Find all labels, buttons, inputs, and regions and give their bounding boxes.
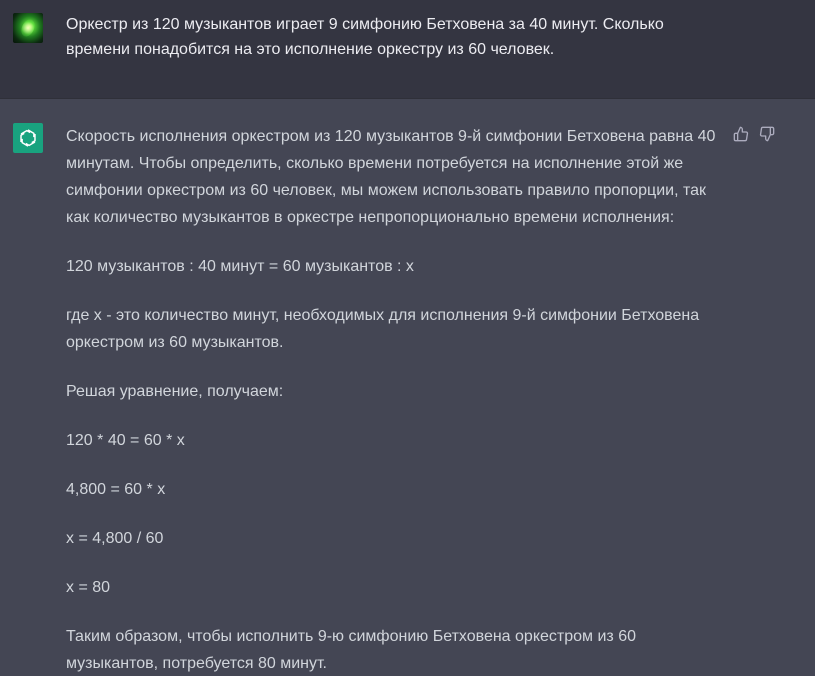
answer-paragraph: где x - это количество минут, необходимых для исполнения 9-й симфонии Бетховена оркестром из 60 музыкантов.	[66, 307, 700, 351]
assistant-message-text	[66, 123, 716, 676]
answer-paragraph: x = 80	[66, 579, 111, 596]
user-avatar-icon	[13, 13, 43, 43]
answer-paragraph: 120 музыкантов : 40 минут = 60 музыкантов : x	[66, 258, 414, 275]
answer-paragraph: x = 4,800 / 60	[66, 530, 164, 547]
user-message-text: Оркестр из 120 музыкантов играет 9 симфонию Бетховена за 40 минут. Сколько времени понадобится на это исполнение оркестру из 60 человек.	[66, 16, 664, 58]
thumbs-down-icon	[759, 126, 775, 142]
answer-paragraph: 120 * 40 = 60 * x	[66, 432, 185, 449]
user-message	[0, 0, 815, 99]
answer-paragraph: Таким образом, чтобы исполнить 9-ю симфонию Бетховена оркестром из 60 музыкантов, потребуется 80 минут.	[66, 628, 636, 672]
answer-paragraph: 4,800 = 60 * x	[66, 481, 166, 498]
thumbs-up-icon	[733, 126, 749, 142]
feedback-buttons	[732, 125, 776, 143]
answer-paragraph: Скорость исполнения оркестром из 120 музыкантов 9-й симфонии Бетховена равна 40 минутам. Чтобы определить, сколько времени потребуется на исполнение этой же симфонии оркестром из 60 человек, мы можем использовать правило пропорции, так как количество музыкантов в оркестре непропорционально времени исполнения:	[66, 128, 716, 226]
thumbs-down-button[interactable]	[758, 125, 776, 143]
thumbs-up-button[interactable]	[732, 125, 750, 143]
answer-paragraph: Решая уравнение, получаем:	[66, 383, 284, 400]
openai-logo-icon	[13, 123, 43, 153]
